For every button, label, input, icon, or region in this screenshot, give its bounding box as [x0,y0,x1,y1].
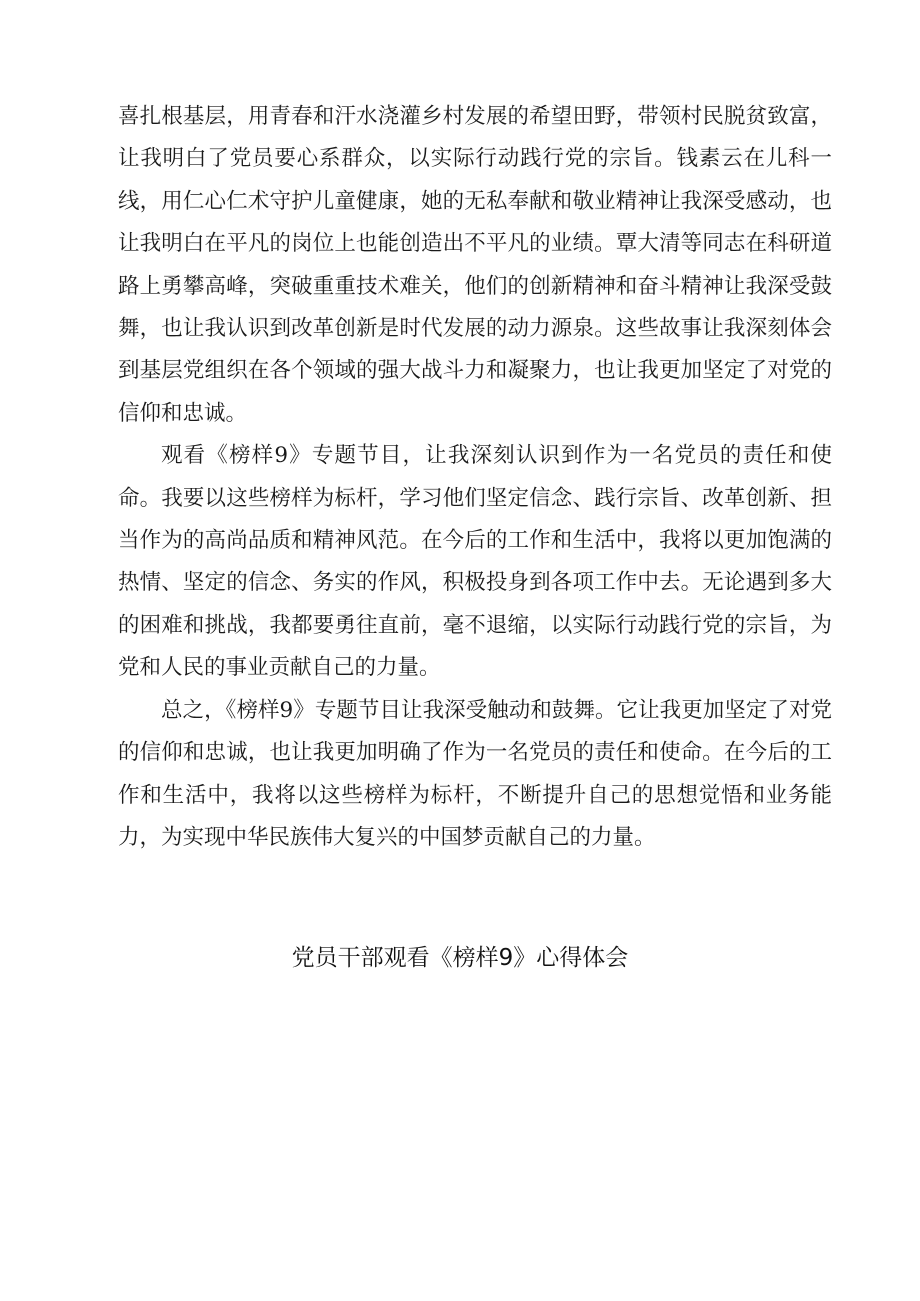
paragraph-conclusion: 总之，《榜样9》专题节目让我深受触动和鼓舞。它让我更加坚定了对党的信仰和忠诚，也让我更加明确了作为一名党员的责任和使命。在今后的工作和生活中，我将以这些榜样为标杆，不断提升自己的思想觉悟和业务能力，为实现中华民族伟大复兴的中国梦贡献自己的力量。 [118,697,832,850]
section-title: 党员干部观看《榜样9》心得体会 [291,945,629,971]
document-body [118,96,832,859]
paragraph-continued: 喜扎根基层，用青春和汗水浇灌乡村发展的希望田野，带领村民脱贫致富，让我明白了党员要心系群众，以实际行动践行党的宗旨。钱素云在儿科一线，用仁心仁术守护儿童健康，她的无私奉献和敬业精神让我深受感动，也让我明白在平凡的岗位上也能创造出不平凡的业绩。覃大清等同志在科研道路上勇攀高峰，突破重重技术难关，他们的创新精神和奋斗精神让我深受鼓舞，也让我认识到改革创新是时代发展的动力源泉。这些故事让我深刻体会到基层党组织在各个领域的强大战斗力和凝聚力，也让我更加坚定了对党的信仰和忠诚。 [118,104,832,426]
paragraph-reflection: 观看《榜样9》专题节目，让我深刻认识到作为一名党员的责任和使命。我要以这些榜样为标杆，学习他们坚定信念、践行宗旨、改革创新、担当作为的高尚品质和精神风范。在今后的工作和生活中，我将以更加饱满的热情、坚定的信念、务实的作风，积极投身到各项工作中去。无论遇到多大的困难和挑战，我都要勇往直前，毫不退缩，以实际行动践行党的宗旨，为党和人民的事业贡献自己的力量。 [118,443,832,681]
